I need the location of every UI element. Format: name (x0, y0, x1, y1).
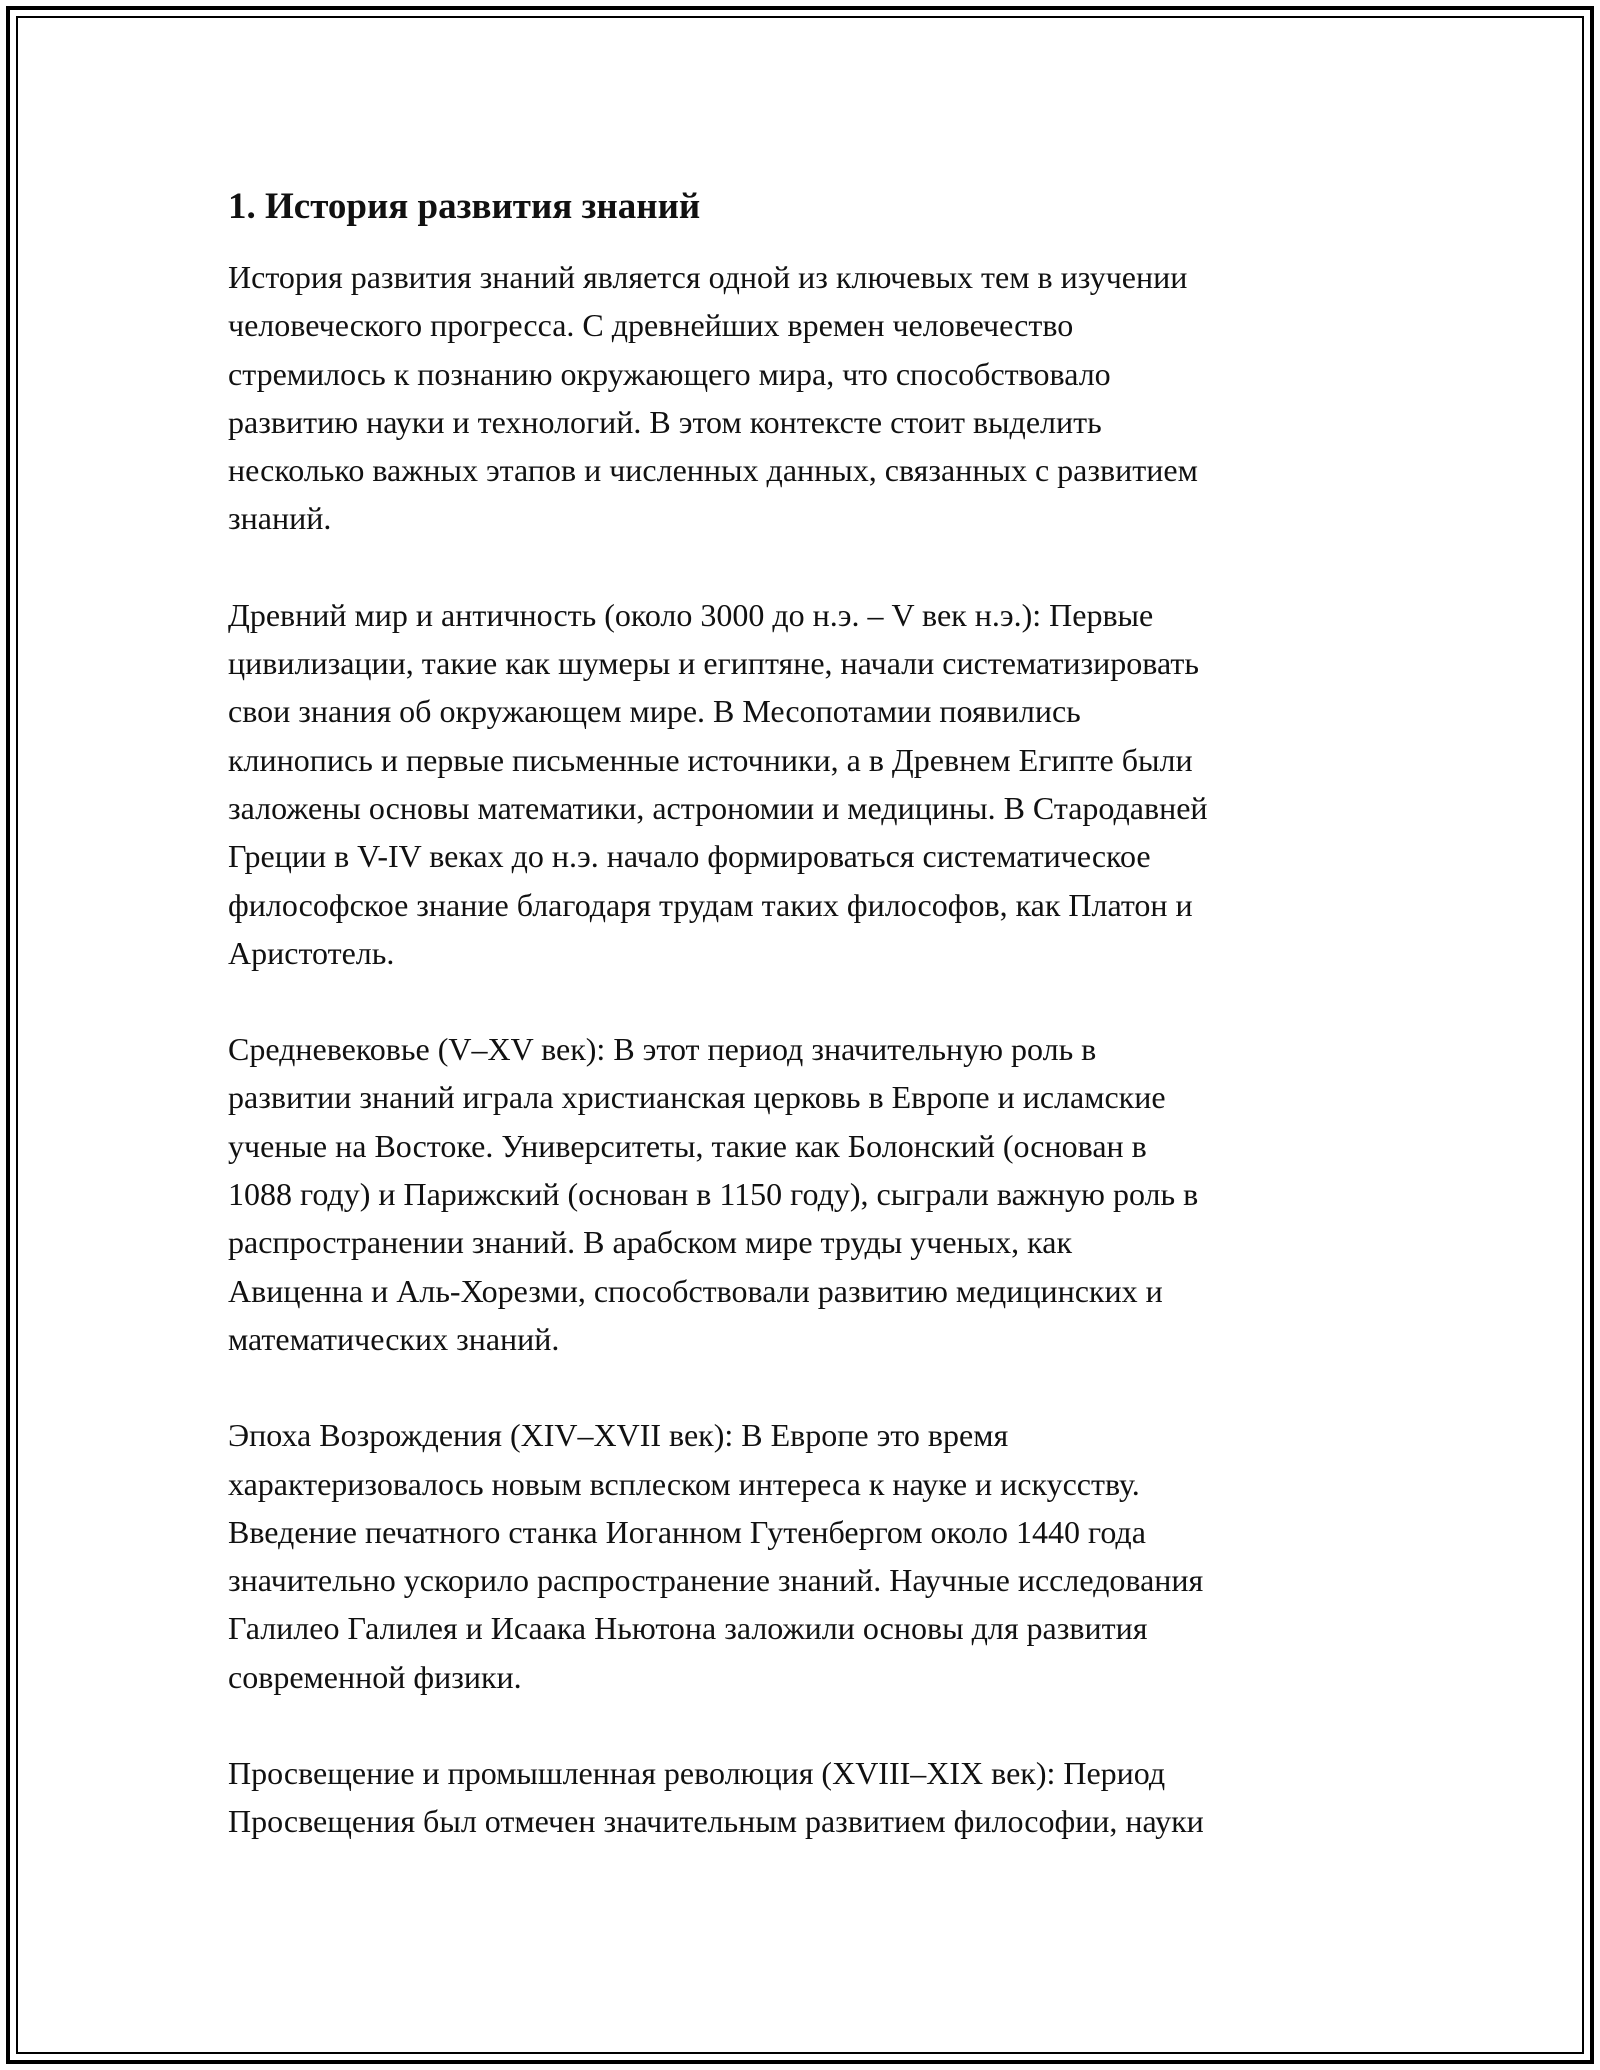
text-line: несколько важных этапов и численных данных, связанных с развитием (228, 452, 1198, 489)
text-line: значительно ускорило распространение знаний. Научные исследования (228, 1562, 1204, 1599)
text-line: развитии знаний играла христианская церковь в Европе и исламские (228, 1079, 1166, 1116)
text-line: распространении знаний. В арабском мире труды ученых, как (228, 1224, 1072, 1261)
text-line: Древний мир и античность (около 3000 до н.э. – V век н.э.): Первые (228, 596, 1154, 633)
text-line: Просвещение и промышленная революция (XVIII–XIX век): Период (228, 1755, 1166, 1792)
document-body (228, 183, 1388, 1894)
text-line: клинопись и первые письменные источники, а в Древнем Египте были (228, 741, 1193, 778)
text-line: знаний. (228, 500, 332, 537)
text-line: заложены основы математики, астрономии и медицины. В Стародавней (228, 789, 1208, 826)
text-line: математических знаний. (228, 1320, 560, 1357)
text-line: философское знание благодаря трудам таких философов, как Платон и (228, 886, 1193, 923)
text-line: цивилизации, такие как шумеры и египтяне, начали систематизировать (228, 645, 1199, 682)
section-heading: 1. История развития знаний (228, 186, 701, 227)
text-line: Греции в V-IV веках до н.э. начало формироваться систематическое (228, 838, 1151, 875)
text-line: ученые на Востоке. Университеты, такие как Болонский (основан в (228, 1127, 1147, 1164)
text-line: Эпоха Возрождения (XIV–XVII век): В Европе это время (228, 1417, 1009, 1454)
text-line: Авиценна и Аль-Хорезми, способствовали развитию медицинских и (228, 1272, 1163, 1309)
text-line: стремилось к познанию окружающего мира, что способствовало (228, 355, 1111, 392)
text-line: современной физики. (228, 1658, 522, 1695)
text-line: характеризовалось новым всплеском интереса к науке и искусству. (228, 1465, 1140, 1502)
paragraph-renaissance (228, 1411, 1388, 1701)
text-line: Аристотель. (228, 934, 395, 971)
paragraph-enlightenment (228, 1749, 1388, 1846)
text-line: 1088 году) и Парижский (основан в 1150 году), сыграли важную роль в (228, 1176, 1199, 1213)
paragraph-intro (228, 253, 1388, 543)
paragraph-ancient-world (228, 591, 1388, 977)
text-line: История развития знаний является одной из ключевых тем в изучении (228, 259, 1188, 295)
text-line: развитию науки и технологий. В этом контексте стоит выделить (228, 403, 1102, 440)
text-line: человеческого прогресса. С древнейших времен человечество (228, 307, 1074, 344)
text-line: Галилео Галилея и Исаака Ньютона заложили основы для развития (228, 1610, 1148, 1647)
paragraph-middle-ages (228, 1025, 1388, 1363)
text-line: Введение печатного станка Иоганном Гутенбергом около 1440 года (228, 1513, 1146, 1550)
text-line: свои знания об окружающем мире. В Месопотамии появились (228, 693, 1081, 730)
text-line: Просвещения был отмечен значительным развитием философии, науки (228, 1803, 1204, 1840)
text-line: Средневековье (V–XV век): В этот период значительную роль в (228, 1031, 1097, 1068)
